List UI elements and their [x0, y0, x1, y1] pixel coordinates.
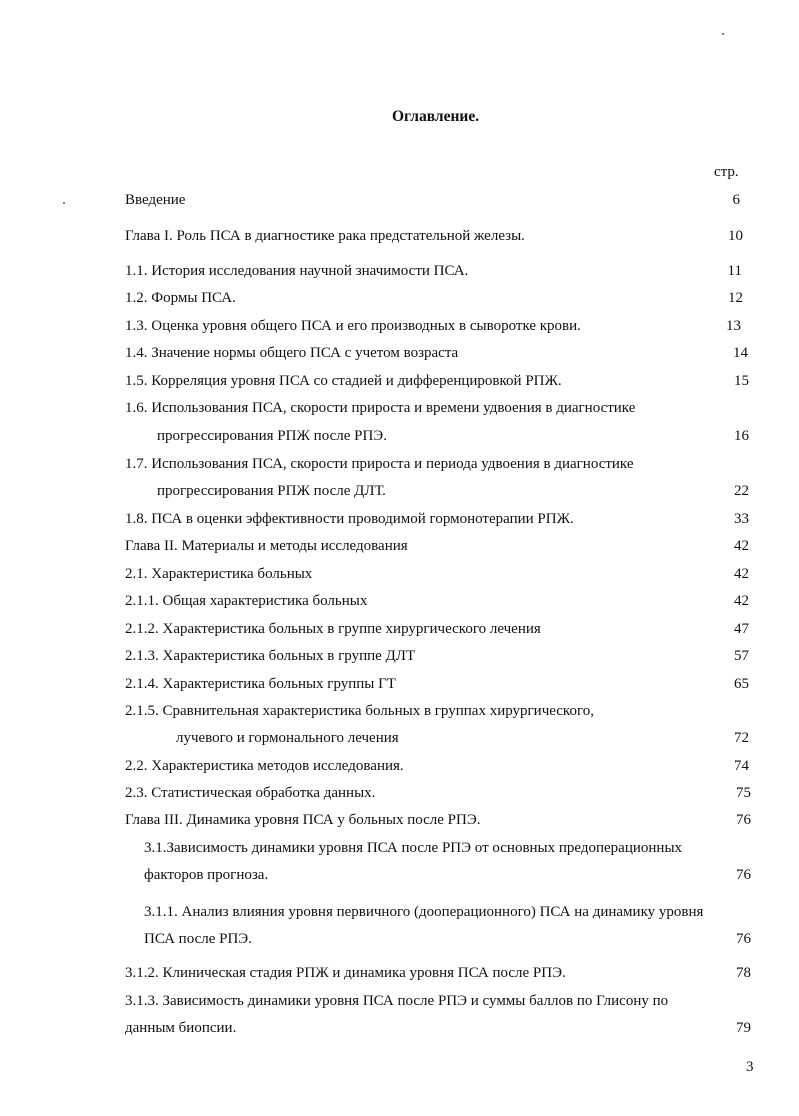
toc-entry-1-7-cont: прогрессирования РПЖ после ДЛТ.	[157, 483, 386, 499]
toc-page-2-1-2: 47	[734, 621, 749, 637]
toc-entry-1-8: 1.8. ПСА в оценки эффективности проводимой гормонотерапии РПЖ.	[125, 511, 574, 527]
toc-page-2-3: 75	[736, 785, 751, 801]
toc-page-chapter-1: 10	[728, 228, 743, 244]
scan-speck	[63, 202, 65, 204]
toc-page-3-1-2: 78	[736, 965, 751, 981]
page-number: 3	[746, 1059, 754, 1075]
toc-page-1-2: 12	[728, 290, 743, 306]
toc-entry-2-3: 2.3. Статистическая обработка данных.	[125, 785, 376, 801]
toc-page-1-5: 15	[734, 373, 749, 389]
toc-entry-2-1-5: 2.1.5. Сравнительная характеристика больных в группах хирургического,	[125, 703, 594, 719]
toc-page-1-4: 14	[733, 345, 748, 361]
toc-entry-3-1-1: 3.1.1. Анализ влияния уровня первичного (дооперационного) ПСА на динамику уровня	[144, 904, 704, 920]
toc-entry-1-4: 1.4. Значение нормы общего ПСА с учетом возраста	[125, 345, 459, 361]
toc-page-1-1: 11	[727, 263, 742, 279]
toc-entry-chapter-1: Глава I. Роль ПСА в диагностике рака предстательной железы.	[125, 228, 525, 244]
toc-entry-3-1: 3.1.Зависимость динамики уровня ПСА после РПЭ от основных предоперационных	[144, 840, 683, 856]
toc-title: Оглавление.	[392, 108, 480, 125]
toc-entry-2-1-3: 2.1.3. Характеристика больных в группе ДЛТ	[125, 648, 416, 664]
toc-page-intro: 6	[732, 192, 740, 208]
toc-page-3-1: 76	[736, 867, 751, 883]
toc-page-2-1-3: 57	[734, 648, 749, 664]
toc-entry-2-1: 2.1. Характеристика больных	[125, 566, 313, 582]
toc-entry-1-2: 1.2. Формы ПСА.	[125, 290, 236, 306]
toc-entry-chapter-3: Глава III. Динамика уровня ПСА у больных после РПЭ.	[125, 812, 481, 828]
toc-entry-3-1-1-cont: ПСА после РПЭ.	[144, 931, 252, 947]
toc-page-2-1: 42	[734, 566, 749, 582]
toc-page-2-1-4: 65	[734, 676, 749, 692]
toc-entry-3-1-2: 3.1.2. Клиническая стадия РПЖ и динамика уровня ПСА после РПЭ.	[125, 965, 566, 981]
toc-page-2-1-1: 42	[734, 593, 749, 609]
toc-entry-3-1-3-cont: данным биопсии.	[125, 1020, 237, 1036]
toc-page-chapter-2: 42	[734, 538, 749, 554]
toc-entry-3-1-3: 3.1.3. Зависимость динамики уровня ПСА после РПЭ и суммы баллов по Глисону по	[125, 993, 669, 1009]
toc-entry-1-1: 1.1. История исследования научной значимости ПСА.	[125, 263, 469, 279]
toc-entry-2-2: 2.2. Характеристика методов исследования.	[125, 758, 404, 774]
scan-speck	[722, 33, 724, 35]
toc-entry-1-6-cont: прогрессирования РПЖ после РПЭ.	[157, 428, 387, 444]
toc-page-1-3: 13	[726, 318, 741, 334]
toc-entry-intro: Введение	[125, 192, 186, 208]
toc-entry-2-1-2: 2.1.2. Характеристика больных в группе хирургического лечения	[125, 621, 541, 637]
toc-entry-2-1-5-cont: лучевого и гормонального лечения	[176, 730, 399, 746]
toc-entry-1-5: 1.5. Корреляция уровня ПСА со стадией и дифференцировкой РПЖ.	[125, 373, 562, 389]
toc-entry-3-1-cont: факторов прогноза.	[144, 867, 269, 883]
toc-page-chapter-3: 76	[736, 812, 751, 828]
toc-page-3-1-1: 76	[736, 931, 751, 947]
toc-page-1-6: 16	[734, 428, 749, 444]
toc-page-2-2: 74	[734, 758, 749, 774]
toc-page-1-7: 22	[734, 483, 749, 499]
toc-entry-chapter-2: Глава II. Материалы и методы исследования	[125, 538, 408, 554]
toc-entry-1-6: 1.6. Использования ПСА, скорости прироста и времени удвоения в диагностике	[125, 400, 636, 416]
page-column-label: стр.	[714, 164, 739, 180]
toc-entry-1-7: 1.7. Использования ПСА, скорости прироста и периода удвоения в диагностике	[125, 456, 634, 472]
toc-page-3-1-3: 79	[736, 1020, 751, 1036]
toc-page-2-1-5: 72	[734, 730, 749, 746]
toc-entry-1-3: 1.3. Оценка уровня общего ПСА и его производных в сыворотке крови.	[125, 318, 581, 334]
toc-page-1-8: 33	[734, 511, 749, 527]
toc-entry-2-1-4: 2.1.4. Характеристика больных группы ГТ	[125, 676, 396, 692]
toc-entry-2-1-1: 2.1.1. Общая характеристика больных	[125, 593, 368, 609]
